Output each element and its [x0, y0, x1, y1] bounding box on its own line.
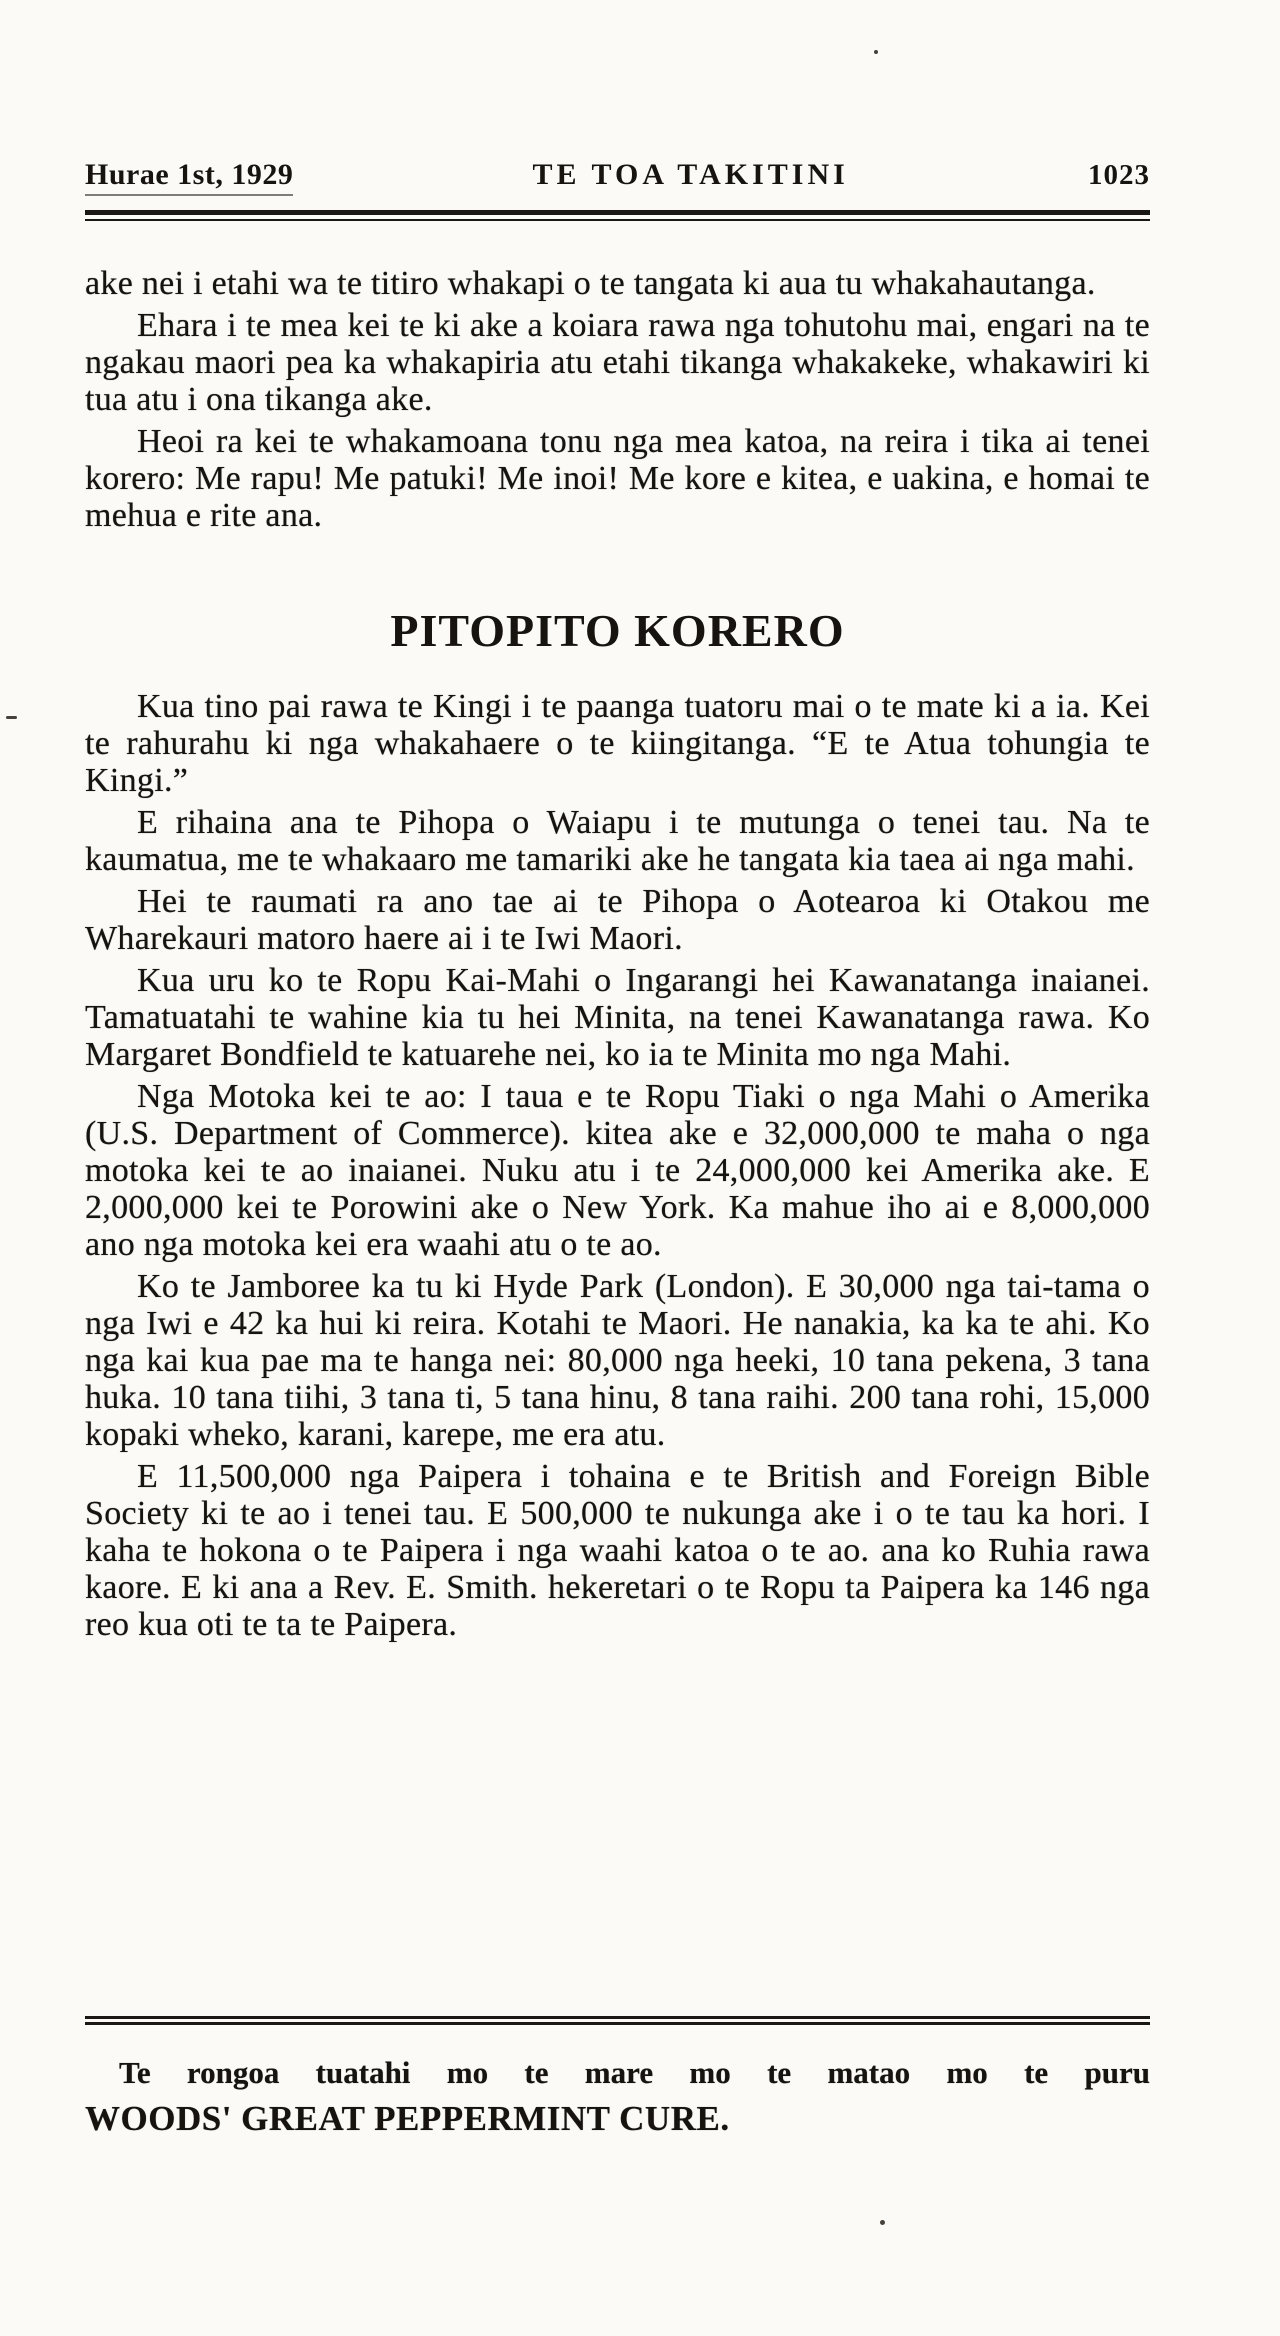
advert-tagline: Te rongoa tuatahi mo te mare mo te matao mo te puru: [119, 2055, 1150, 2090]
section-paragraph-6: Ko te Jamboree ka tu ki Hyde Park (London). E 30,000 nga tai-tama o nga Iwi e 42 ka hui ki reira. Kotahi te Maori. He nanakia, ka ka te ahi. Ko nga kai kua pae ma te hanga nei: 80,000 nga heeki, 10 tana pekena, 3 tana huka. 10 tana tiihi, 3 tana ti, 5 tana hinu, 8 tana raihi. 200 tana rohi, 15,000 kopaki wheko, karani, karepe, me era atu.: [85, 1268, 1150, 1453]
continuation-paragraph-1: ake nei i etahi wa te titiro whakapi o te tangata ki aua tu whakahautanga.: [85, 265, 1096, 302]
masthead-rule: [85, 210, 1150, 221]
ink-speck: [6, 716, 17, 719]
continuation-paragraph-3: Heoi ra kei te whakamoana tonu nga mea katoa, na reira i tika ai tenei korero: Me rapu! Me patuki! Me inoi! Me kore e kitea, e uakina, e homai te mehua e rite ana.: [85, 423, 1150, 534]
advert-product-name: WOODS' GREAT PEPPERMINT CURE.: [85, 2099, 730, 2138]
ink-speck: [880, 2220, 885, 2225]
section-paragraph-4: Kua uru ko te Ropu Kai-Mahi o Ingarangi hei Kawanatanga inaianei. Tamatuatahi te wahine kia tu hei Minita, na tenei Kawanatanga rawa. Ko Margaret Bondfield te katuarehe nei, ko ia te Minita mo nga Mahi.: [85, 962, 1150, 1073]
ink-speck: [874, 50, 878, 54]
section-paragraph-3: Hei te raumati ra ano tae ai te Pihopa o Aotearoa ki Otakou me Wharekauri matoro haere ai i te Iwi Maori.: [85, 883, 1150, 957]
page-number: 1023: [1088, 159, 1150, 191]
publication-title: TE TOA TAKITINI: [532, 158, 849, 191]
footer-rule: [85, 2016, 1150, 2025]
section-paragraph-1: Kua tino pai rawa te Kingi i te paanga tuatoru mai o te mate ki a ia. Kei te rahurahu ki nga whakahaere o te kiingitanga. “E te Atua tohungia te Kingi.”: [85, 688, 1150, 799]
section-paragraph-7: E 11,500,000 nga Paipera i tohaina e te British and Foreign Bible Society ki te ao i tenei tau. E 500,000 te nukunga ake i o te tau ka hori. I kaha te hokona o te Paipera i nga waahi katoa o te ao. ana ko Ruhia rawa kaore. E ki ana a Rev. E. Smith. hekeretari o te Ropu ta Paipera ka 146 nga reo kua oti te ta te Paipera.: [85, 1458, 1150, 1643]
section-heading: PITOPITO KORERO: [390, 605, 845, 656]
section-paragraph-5: Nga Motoka kei te ao: I taua e te Ropu Tiaki o nga Mahi o Amerika (U.S. Department of Commerce). kitea ake e 32,000,000 te maha o nga motoka kei te ao inaianei. Nuku atu i te 24,000,000 kei Amerika ake. E 2,000,000 kei te Porowini ake o New York. Ka mahue iho ai e 8,000,000 ano nga motoka kei era waahi atu o te ao.: [85, 1078, 1150, 1263]
footer-block: [85, 2016, 1150, 2139]
masthead: [85, 158, 1150, 196]
continuation-paragraph-2: Ehara i te mea kei te ki ake a koiara rawa nga tohutohu mai, engari na te ngakau maori pea ka whakapiria atu etahi tikanga whakakeke, whakawiri ki tua atu i ona tikanga ake.: [85, 307, 1150, 418]
advertisement: [85, 2055, 1150, 2139]
issue-date: Hurae 1st, 1929: [85, 158, 293, 196]
article-body: [85, 265, 1150, 1643]
page-content: [85, 158, 1150, 1648]
section-paragraph-2: E rihaina ana te Pihopa o Waiapu i te mutunga o tenei tau. Na te kaumatua, me te whakaaro me tamariki ake he tangata kia taea ai nga mahi.: [85, 804, 1150, 878]
